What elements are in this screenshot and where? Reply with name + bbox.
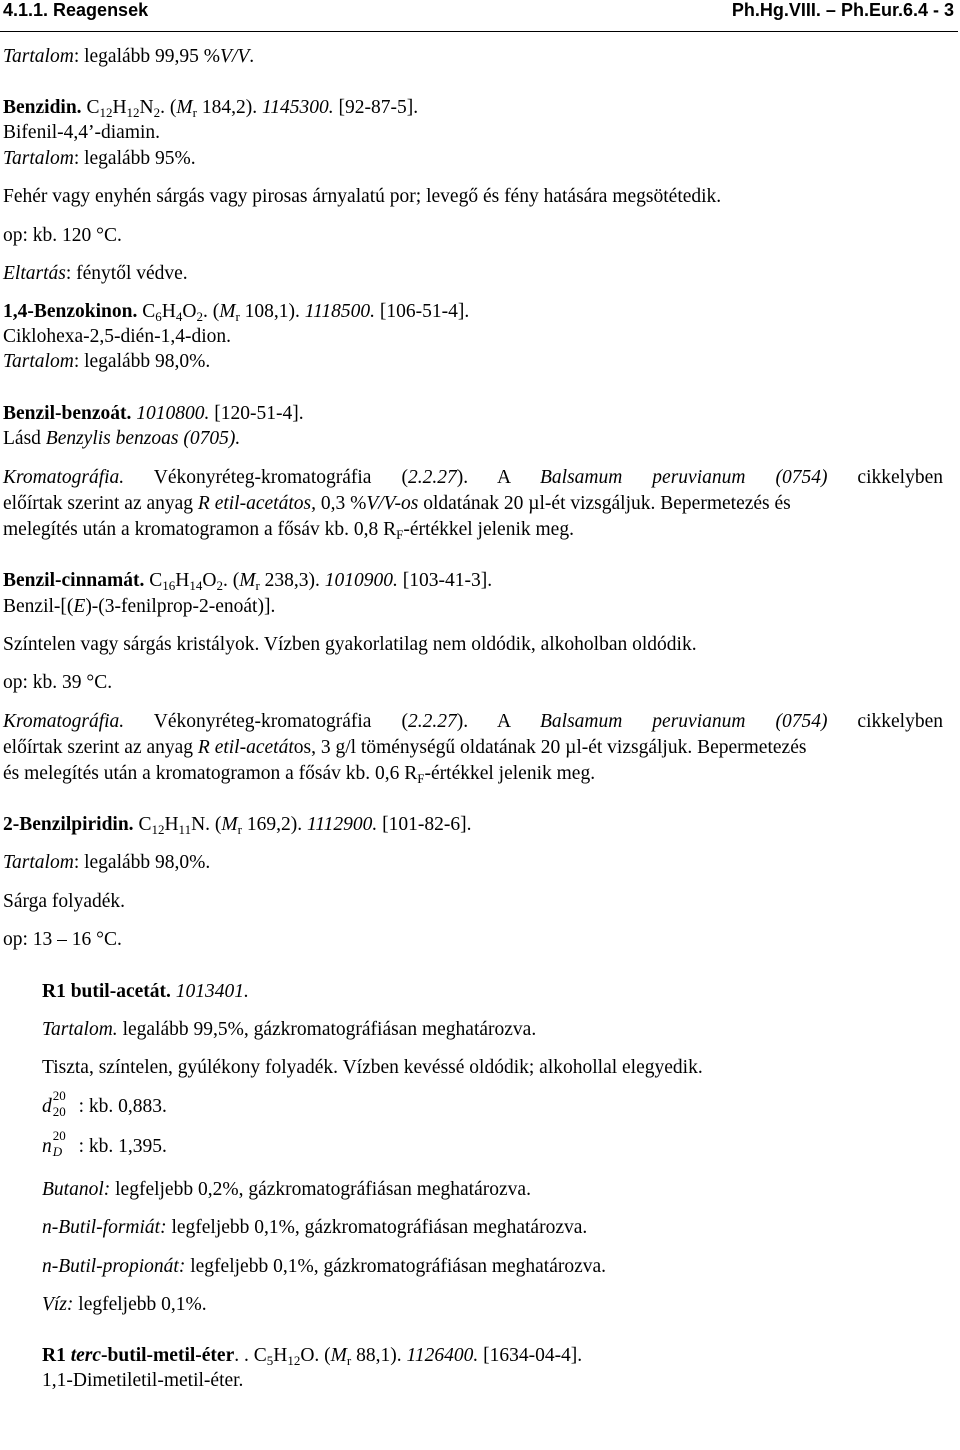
section-title: 4.1.1. Reagensek — [3, 0, 149, 20]
reference: Benzylis benzoas (0705). — [45, 428, 241, 449]
reagent-code: 1145300. — [261, 97, 334, 118]
reference: Balsamum peruvianum (0754) — [539, 467, 828, 488]
entry-benzil-benzoat — [3, 404, 304, 424]
unit: V/V-os — [366, 493, 419, 514]
text: legfeljebb 0,1%. — [73, 1294, 207, 1315]
text: 169,2). — [242, 814, 307, 835]
text: -értékkel jelenik meg. — [403, 519, 574, 540]
content-line — [42, 1180, 531, 1200]
entry-r1-terc-butil-metil-eter — [42, 1346, 582, 1367]
text: oldatának 20 µl-ét vizsgáljuk. Bepermetezés és — [418, 493, 791, 514]
content-line — [3, 352, 210, 372]
subscript: r — [237, 822, 242, 837]
content-line: op: kb. 120 °C. — [3, 225, 122, 246]
content-line: Fehér vagy enyhén sárgás vagy pirosas árnyalatú por; levegő és fény hatására megsötétedik. — [3, 186, 722, 207]
text: os, 3 g/l töménységű oldatának 20 µl-ét vizsgáljuk. Bepermetezés — [293, 737, 807, 758]
content-line — [3, 429, 240, 449]
subscript: 20 — [52, 1104, 66, 1119]
cas-number: [92-87-5]. — [333, 97, 419, 118]
label: n-Butil-propionát: — [42, 1256, 186, 1277]
label-tartalom: Tartalom — [3, 852, 74, 873]
symbol: n — [42, 1136, 52, 1157]
text: ). A — [456, 467, 540, 488]
reference: 2.2.27 — [407, 711, 457, 732]
entry-r1-butil-acetat — [42, 982, 249, 1002]
reagent-ref: R etil-acetátos, — [197, 493, 316, 514]
content-line: Bifenil-4,4’-diamin. — [3, 122, 161, 143]
reagent-code: 1010800. — [131, 403, 210, 424]
text: előírtak szerint az anyag — [3, 737, 198, 758]
text: legfeljebb 0,1%, gázkromatográfiásan meghatározva. — [166, 1217, 588, 1238]
subscript: 2 — [216, 578, 223, 593]
subscript: r — [192, 105, 197, 120]
text: és melegítés után a kromatogramon a fősáv kb. 0,6 R — [3, 763, 418, 784]
label-tartalom: Tartalom — [3, 351, 74, 372]
paragraph-line — [3, 468, 943, 488]
content-line: op: 13 – 16 °C. — [3, 929, 122, 950]
reagent-code: 1013401. — [170, 981, 249, 1002]
text: . ( — [202, 301, 220, 322]
text: H — [164, 814, 179, 835]
text: M — [176, 97, 193, 118]
reagent-code: 1118500. — [304, 301, 376, 322]
text: előírtak szerint az anyag — [3, 493, 198, 514]
text: Benzil-[( — [3, 596, 74, 617]
text: 88,1). — [351, 1345, 407, 1366]
refractive-index-line — [42, 1128, 167, 1159]
subscript: 2 — [153, 105, 161, 120]
subscript: 16 — [162, 578, 176, 593]
entry-2-benzilpiridin — [3, 815, 471, 836]
text: : kb. 0,883. — [73, 1096, 167, 1117]
subscript: F — [417, 771, 425, 786]
header-rule — [0, 31, 958, 32]
content-line — [3, 149, 196, 169]
text: legalább 99,5%, gázkromatográfiásan meghatározva. — [117, 1019, 537, 1040]
label-eltartas: Eltartás — [3, 263, 66, 284]
superscript: 20 — [52, 1088, 66, 1103]
text: C — [81, 97, 100, 118]
label: Víz: — [42, 1294, 74, 1315]
text: C — [144, 570, 163, 591]
text: H — [161, 301, 176, 322]
text: Vékonyréteg-kromatográfia ( — [124, 467, 408, 488]
text: legfeljebb 0,2%, gázkromatográfiásan meghatározva. — [110, 1179, 531, 1200]
subscript: 12 — [126, 105, 140, 120]
paragraph-line — [3, 520, 574, 541]
content-line: Színtelen vagy sárgás kristályok. Vízben gyakorlatilag nem oldódik, alkoholban oldódik. — [3, 634, 697, 655]
text: : legalább 98,0%. — [73, 351, 211, 372]
content-line — [3, 597, 275, 617]
entry-title: R1 — [42, 1345, 71, 1366]
text: melegítés után a kromatogramon a fősáv kb. 0,8 R — [3, 519, 397, 540]
subscript: r — [255, 578, 260, 593]
subscript: 6 — [155, 309, 162, 324]
cas-number: [1634-04-4]. — [478, 1345, 583, 1366]
text: O — [182, 301, 197, 322]
text: : legalább 95%. — [73, 148, 196, 169]
superscript: 20 — [52, 1128, 66, 1143]
content-line — [3, 47, 254, 67]
label-tartalom: Tartalom — [3, 148, 74, 169]
entry-title: 1,4-Benzokinon. — [3, 301, 138, 322]
text: Vékonyréteg-kromatográfia ( — [124, 711, 408, 732]
text: : legalább 98,0%. — [73, 852, 211, 873]
entry-benzokinon — [3, 302, 469, 323]
text: cikkelyben — [827, 711, 943, 732]
text: M — [330, 1345, 347, 1366]
content-line — [42, 1257, 606, 1277]
label: Kromatográfia. — [3, 711, 125, 732]
subscript: r — [346, 1353, 352, 1368]
text: O — [202, 570, 217, 591]
text: N. ( — [191, 814, 222, 835]
text: : kb. 1,395. — [73, 1136, 167, 1157]
subscript: 12 — [151, 822, 165, 837]
subscript: 11 — [178, 822, 192, 837]
subscript: r — [235, 309, 240, 324]
page-header — [0, 0, 960, 34]
unit: V/V — [220, 46, 250, 67]
paragraph-line — [3, 738, 806, 758]
text: O. ( — [300, 1345, 331, 1366]
label-tartalom: Tartalom — [3, 46, 74, 67]
text: 238,3). — [259, 570, 325, 591]
text: : legalább 99,95 % — [73, 46, 221, 67]
cas-number: [103-41-3]. — [397, 570, 493, 591]
reagent-code: 1010900. — [324, 570, 398, 591]
text: legfeljebb 0,1%, gázkromatográfiásan meghatározva. — [185, 1256, 607, 1277]
reagent-code: 1112900. — [307, 814, 378, 835]
text: ). A — [456, 711, 540, 732]
index-stack — [52, 1088, 74, 1119]
paragraph-line — [3, 494, 791, 514]
text: C — [137, 301, 156, 322]
text: M — [219, 301, 236, 322]
subscript: 14 — [189, 578, 203, 593]
text: H — [112, 97, 127, 118]
text: )-(3-fenilprop-2-enoát)]. — [85, 596, 276, 617]
density-line — [42, 1088, 167, 1119]
content-line — [42, 1218, 587, 1238]
subscript: 5 — [266, 1353, 274, 1368]
text: . . C — [234, 1345, 267, 1366]
subscript: 12 — [287, 1353, 301, 1368]
text: M — [221, 814, 238, 835]
label: n-Butil-formiát: — [42, 1217, 167, 1238]
subscript: 12 — [99, 105, 113, 120]
entry-title: terc — [70, 1345, 102, 1366]
content-line — [3, 853, 210, 873]
subscript: F — [396, 527, 404, 542]
content-line: 1,1-Dimetiletil-metil-éter. — [42, 1370, 244, 1391]
text: 184,2). — [196, 97, 262, 118]
label: Butanol: — [42, 1179, 111, 1200]
subscript: 2 — [196, 309, 203, 324]
reference: Balsamum peruvianum (0754) — [539, 711, 828, 732]
label: Kromatográfia. — [3, 467, 125, 488]
index-stack — [52, 1128, 74, 1159]
text: 108,1). — [239, 301, 305, 322]
content-line: Ciklohexa-2,5-dién-1,4-dion. — [3, 326, 231, 347]
entry-title: R1 butil-acetát. — [42, 981, 171, 1002]
reference: 2.2.27 — [407, 467, 457, 488]
pharmacopoeia-reference: Ph.Hg.VIII. – Ph.Eur.6.4 - 3 — [731, 0, 954, 20]
content-line: Tiszta, színtelen, gyúlékony folyadék. Vízben kevéssé oldódik; alkohollal elegyedik. — [42, 1057, 703, 1078]
entry-title: 2-Benzilpiridin. — [3, 814, 134, 835]
text: H — [175, 570, 190, 591]
text: H — [273, 1345, 288, 1366]
content-line: op: kb. 39 °C. — [3, 672, 113, 693]
text: . — [249, 46, 255, 67]
content-line — [42, 1020, 536, 1040]
cas-number: [101-82-6]. — [377, 814, 472, 835]
text: cikkelyben — [827, 467, 943, 488]
label-tartalom: Tartalom. — [42, 1019, 118, 1040]
text: -értékkel jelenik meg. — [424, 763, 596, 784]
entry-title: Benzil-cinnamát. — [3, 570, 145, 591]
reagent-ref: R etil-acetát — [197, 737, 294, 758]
text: N — [139, 97, 154, 118]
text: . ( — [160, 97, 177, 118]
entry-title: Benzidin. — [3, 97, 82, 118]
cas-number: [106-51-4]. — [375, 301, 470, 322]
subscript: 4 — [175, 309, 183, 324]
cas-number: [120-51-4]. — [209, 403, 304, 424]
text: E — [73, 596, 86, 617]
entry-benzidin — [3, 98, 418, 119]
entry-benzil-cinnamat — [3, 571, 492, 592]
paragraph-line — [3, 712, 943, 732]
text: . ( — [222, 570, 240, 591]
entry-title: Benzil-benzoát. — [3, 403, 132, 424]
content-line — [3, 264, 188, 284]
text: : fénytől védve. — [65, 263, 188, 284]
text: 0,3 % — [315, 493, 367, 514]
entry-title: -butil-metil-éter — [101, 1345, 235, 1366]
subscript: D — [52, 1144, 63, 1159]
symbol: d — [42, 1096, 52, 1117]
paragraph-line — [3, 764, 595, 785]
text: Lásd — [3, 428, 46, 449]
content-line — [42, 1295, 207, 1315]
content-line: Sárga folyadék. — [3, 891, 126, 912]
text: M — [239, 570, 256, 591]
text: C — [133, 814, 152, 835]
reagent-code: 1126400. — [406, 1345, 479, 1366]
